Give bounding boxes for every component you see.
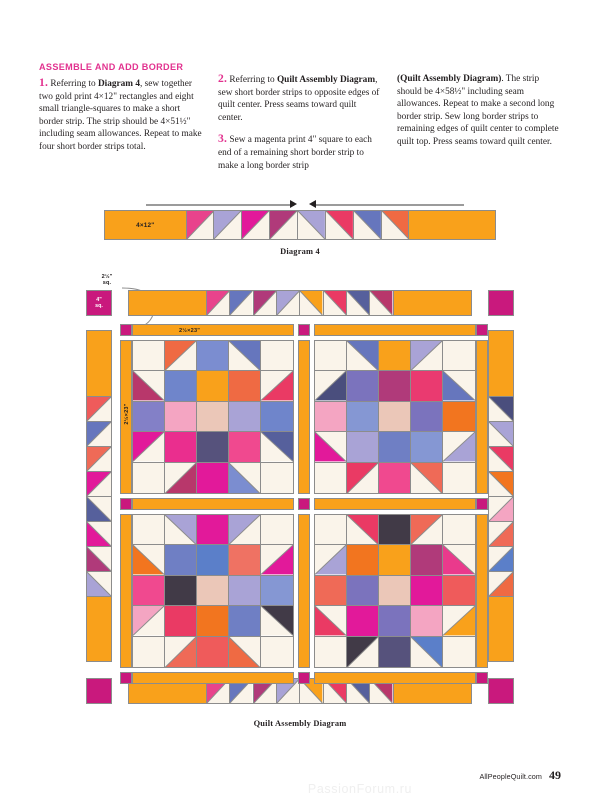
border-triangle-square [87,547,111,572]
block-patch-square [379,432,411,462]
arrow-head-right [290,200,297,208]
page-number: 49 [549,768,561,782]
block-patch-triangle-square [133,371,165,401]
arrow-line-left [146,204,294,206]
block-patch-triangle-square [411,637,443,667]
quilt-top-border [128,290,472,316]
block-patch-triangle-square [133,606,165,636]
border-gold-segment [489,597,513,662]
quilt-assembly-caption: Quilt Assembly Diagram [253,719,347,728]
border-triangle-square [87,397,111,422]
block-patch-square [165,545,197,575]
cornerstone-top-left [120,324,132,336]
block-patch-square [133,341,165,371]
block-patch-square [165,432,197,462]
block-patch-triangle-square [261,371,293,401]
block-patch-square [261,463,293,493]
block-patch-square [197,371,229,401]
step-number: 1. [39,76,49,89]
section-heading: ASSEMBLE AND ADD BORDER [39,62,184,72]
border-triangle-square [489,522,513,547]
step-number: 3. [218,132,228,146]
block-patch-square [229,576,261,606]
emphasis-text: Diagram 4 [97,79,141,89]
block-patch-square [379,637,411,667]
block-patch-triangle-square [261,606,293,636]
corner-square-top-left [86,290,112,316]
diagram-4-triangle-square [270,211,298,239]
border-triangle-square [489,547,513,572]
block-patch-triangle-square [133,545,165,575]
text-column-2 [218,62,381,172]
block-patch-square [347,402,379,432]
callout-2half-square-label: 2½" sq. [101,274,113,287]
block-patch-square [443,463,475,493]
block-patch-triangle-square [133,432,165,462]
block-patch-triangle-square [315,606,347,636]
border-triangle-square [489,447,513,472]
block-patch-triangle-square [315,371,347,401]
border-triangle-square [489,472,513,497]
diagram-4-triangle-square [354,211,382,239]
block-patch-square [347,576,379,606]
block-patch-square [261,402,293,432]
border-triangle-square [87,522,111,547]
body-text: Referring to [48,79,98,89]
block-patch-square [315,341,347,371]
diagram-4-rect-label: 4×12" [136,221,155,229]
quilt-assembly-diagram [86,274,514,728]
block-patch-triangle-square [229,515,261,545]
site-url: AllPeopleQuilt.com [479,772,542,781]
block-patch-triangle-square [443,432,475,462]
block-patch-triangle-square [261,432,293,462]
cornerstone-mid-left [120,498,132,510]
block-patch-square [411,545,443,575]
quilt-canvas [86,274,514,712]
block-patch-square [133,515,165,545]
block-patch-square [261,637,293,667]
border-triangle-square [207,291,230,315]
diagram-4-triangle-square [214,211,242,239]
sashing-horizontal-label: 2½×23" [179,328,201,334]
sashing-top-left [132,324,294,336]
block-patch-square [261,341,293,371]
block-patch-square [347,606,379,636]
block-bottom-right [314,514,476,668]
block-patch-square [443,576,475,606]
block-patch-square [197,341,229,371]
cornerstone-top-center [298,324,310,336]
block-patch-square [347,432,379,462]
border-triangle-square [370,291,393,315]
block-patch-square [379,371,411,401]
sashing-center-upper [298,340,310,494]
block-patch-square [197,432,229,462]
border-gold-segment [489,331,513,397]
block-patch-triangle-square [411,515,443,545]
cornerstone-bottom-left [120,672,132,684]
diagram-4-arrows [104,200,496,210]
border-triangle-square [489,422,513,447]
sashing-right-upper [476,340,488,494]
block-patch-square [229,402,261,432]
block-patch-square [379,402,411,432]
sashing-bottom-left [132,672,294,684]
sashing-bottom-right [314,672,476,684]
block-patch-square [315,576,347,606]
diagram-4 [104,200,496,256]
border-gold-segment [87,597,111,662]
block-top-right [314,340,476,494]
border-triangle-square [489,572,513,597]
block-patch-square [197,576,229,606]
sashing-vertical-label: 2½×23" [124,403,130,425]
paragraph [39,77,202,154]
border-triangle-square [87,447,111,472]
block-patch-triangle-square [347,341,379,371]
sashing-right-lower [476,514,488,668]
block-patch-square [379,576,411,606]
block-patch-triangle-square [411,341,443,371]
block-patch-square [315,515,347,545]
paragraph [397,73,560,149]
block-patch-square [411,576,443,606]
block-patch-triangle-square [165,463,197,493]
block-patch-square [411,371,443,401]
block-patch-square [315,463,347,493]
diagram-4-strip [104,210,496,240]
block-patch-square [197,515,229,545]
sashing-left-lower [120,514,132,668]
block-patch-square [411,606,443,636]
block-patch-square [315,402,347,432]
body-text: Sew a magenta print 4" square to each end of a remaining short border strip to make a long border strip [218,135,372,171]
block-patch-triangle-square [229,637,261,667]
cornerstone-mid-right [476,498,488,510]
block-patch-square [379,606,411,636]
article-columns [39,62,561,172]
border-triangle-square [324,291,347,315]
block-patch-square [261,576,293,606]
block-patch-square [133,637,165,667]
body-text: . The strip should be 4×58½" including seam allowances. Repeat to make a second long border strip. Sew long border strips to remaining edges of quilt center to complete quilt top. Press seams toward quilt center. [397,74,559,147]
border-triangle-square [300,291,323,315]
block-patch-square [197,463,229,493]
corner-square-top-right [488,290,514,316]
block-patch-square [165,576,197,606]
block-patch-square [443,402,475,432]
emphasis-text: (Quilt Assembly Diagram) [397,74,502,84]
arrow-line-right [316,204,464,206]
block-patch-triangle-square [229,463,261,493]
column-2-body [218,73,381,172]
border-triangle-square [87,472,111,497]
diagram-4-triangle-square [326,211,354,239]
block-patch-triangle-square [315,432,347,462]
emphasis-text: Quilt Assembly Diagram [276,75,376,85]
block-patch-square [133,402,165,432]
block-patch-triangle-square [347,515,379,545]
corner-square-bottom-left [86,678,112,704]
block-patch-triangle-square [347,463,379,493]
block-patch-square [133,463,165,493]
block-patch-square [261,515,293,545]
corner-square-label: 4" sq. [95,296,103,309]
sashing-top-right [314,324,476,336]
column-3-body [397,73,560,149]
block-patch-triangle-square [229,341,261,371]
cornerstone-bottom-center [298,672,310,684]
corner-square-bottom-right [488,678,514,704]
text-column-3 [397,62,560,172]
body-text: , sew short border strips to opposite edges of quilt center. Press seams toward quilt center. [218,75,380,123]
block-patch-square [197,545,229,575]
block-patch-square [379,515,411,545]
quilt-left-border [86,330,112,662]
block-patch-square [411,432,443,462]
block-patch-square [229,545,261,575]
border-gold-segment [394,291,471,315]
block-patch-square [443,341,475,371]
block-patch-triangle-square [315,545,347,575]
block-patch-square [229,606,261,636]
border-triangle-square [87,422,111,447]
diagram-4-caption: Diagram 4 [280,247,320,256]
block-patch-triangle-square [443,606,475,636]
block-patch-square [379,545,411,575]
block-patch-square [443,515,475,545]
column-3-spacer [397,62,560,73]
block-bottom-left [132,514,294,668]
border-triangle-square [489,397,513,422]
block-patch-square [165,402,197,432]
block-patch-square [197,606,229,636]
cornerstone-top-right [476,324,488,336]
column-2-spacer [218,62,381,73]
border-triangle-square [489,497,513,522]
watermark: PassionForum.ru [307,782,413,796]
cornerstone-mid-center [298,498,310,510]
block-patch-square [197,637,229,667]
block-patch-square [379,463,411,493]
block-patch-square [165,606,197,636]
block-patch-triangle-square [347,637,379,667]
column-1-body [39,77,202,154]
border-gold-segment [129,291,207,315]
block-patch-triangle-square [165,637,197,667]
step-number: 2. [218,72,228,85]
sashing-center-lower [298,514,310,668]
block-patch-triangle-square [443,545,475,575]
block-patch-square [229,432,261,462]
block-patch-square [443,637,475,667]
block-patch-square [229,371,261,401]
block-patch-triangle-square [261,545,293,575]
block-patch-square [315,637,347,667]
border-triangle-square [277,291,300,315]
body-text: Referring to [227,75,277,85]
sashing-mid-left [132,498,294,510]
block-patch-triangle-square [411,463,443,493]
block-patch-triangle-square [165,341,197,371]
border-triangle-square [87,572,111,597]
diagram-4-triangle-square [298,211,326,239]
quilt-right-border [488,330,514,662]
diagram-4-gold-rectangle [409,211,495,239]
border-triangle-square [87,497,111,522]
block-patch-square [165,371,197,401]
arrow-head-left [309,200,316,208]
border-gold-segment [87,331,111,397]
diagram-4-gold-rectangle [105,211,187,239]
block-patch-triangle-square [165,515,197,545]
border-triangle-square [230,291,253,315]
body-text: , sew together two gold print 4×12" rectangles and eight small triangle-squares to make a short border strip. The strip should be 4×51½" including seam allowances. Repeat to make four short border strips total. [39,79,202,152]
sashing-mid-right [314,498,476,510]
block-patch-square [411,402,443,432]
block-patch-square [347,371,379,401]
block-patch-triangle-square [443,371,475,401]
sashing-left-upper [120,340,132,494]
block-patch-square [379,341,411,371]
block-patch-square [347,545,379,575]
diagram-4-triangle-square [242,211,270,239]
paragraph [218,133,381,172]
cornerstone-bottom-right [476,672,488,684]
border-triangle-square [254,291,277,315]
block-patch-square [197,402,229,432]
border-triangle-square [347,291,370,315]
block-patch-square [133,576,165,606]
diagram-4-triangle-square [187,211,215,239]
text-column-1 [39,62,202,172]
paragraph [218,73,381,124]
block-top-left [132,340,294,494]
diagram-4-triangle-square [382,211,410,239]
